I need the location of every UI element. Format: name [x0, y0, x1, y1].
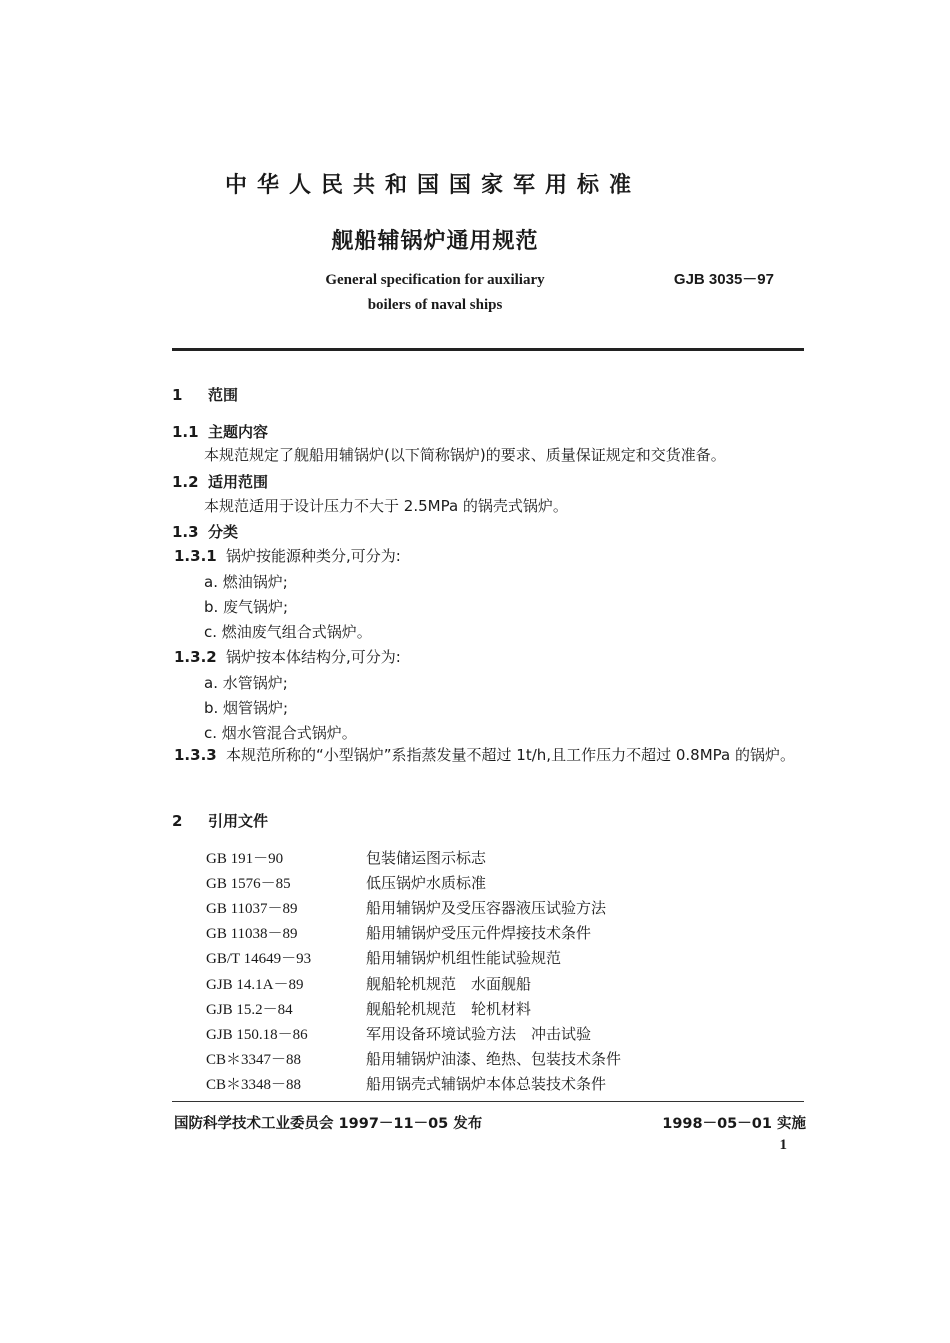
- effective-date: 1998－05－01 实施: [662, 1116, 806, 1132]
- section-1-2-heading: [172, 471, 268, 492]
- section-text: 锅炉按本体结构分,可分为:: [226, 648, 401, 666]
- section-title: 引用文件: [208, 812, 269, 830]
- section-title: 主题内容: [208, 423, 269, 441]
- title-en-line-1: General specification for auxiliary: [325, 272, 545, 288]
- section-1-heading: [172, 384, 238, 405]
- reference-code: GJB 14.1A－89: [206, 977, 304, 993]
- title-en-line-2: boilers of naval ships: [367, 297, 503, 313]
- national-standard-heading: 中华人民共和国国家军用标准: [224, 173, 641, 198]
- section-text: 锅炉按能源种类分,可分为:: [226, 547, 401, 565]
- list-item: c. 燃油废气组合式锅炉。: [204, 623, 372, 641]
- section-2-heading: [172, 810, 268, 831]
- list-item: a. 燃油锅炉;: [204, 573, 288, 591]
- reference-title: 军用设备环境试验方法 冲击试验: [366, 1025, 592, 1043]
- section-number: 1.3.2: [174, 648, 217, 666]
- footer-divider: [172, 1101, 804, 1102]
- reference-code: GB 191－90: [206, 851, 284, 867]
- issued-date: 国防科学技术工业委员会 1997－11－05 发布: [174, 1116, 483, 1132]
- section-number: 1: [172, 386, 183, 404]
- reference-code: GJB 15.2－84: [206, 1002, 293, 1018]
- section-1-3-2: [174, 646, 401, 667]
- section-1-1-heading: [172, 421, 268, 442]
- section-number: 2: [172, 812, 183, 830]
- reference-title: 船用辅锅炉及受压容器液压试验方法: [366, 899, 607, 917]
- reference-title: 船用锅壳式辅锅炉本体总装技术条件: [366, 1075, 607, 1093]
- reference-title: 包装储运图示标志: [366, 849, 487, 867]
- reference-code: CB＊3348－88: [206, 1077, 302, 1093]
- list-item: a. 水管锅炉;: [204, 674, 288, 692]
- list-item: c. 烟水管混合式锅炉。: [204, 724, 357, 742]
- reference-code: GB 11038－89: [206, 926, 298, 942]
- reference-title: 船用辅锅炉受压元件焊接技术条件: [366, 924, 592, 942]
- reference-code: GB 11037－89: [206, 901, 298, 917]
- section-number: 1.3.3: [174, 746, 217, 764]
- reference-title: 船用辅锅炉机组性能试验规范: [366, 949, 562, 967]
- reference-title: 低压锅炉水质标准: [366, 874, 487, 892]
- document-title-cn: 舰船辅锅炉通用规范: [331, 229, 539, 254]
- reference-title: 舰船轮机规范 水面舰船: [366, 975, 532, 993]
- section-title: 范围: [208, 386, 239, 404]
- reference-code: GB 1576－85: [206, 876, 291, 892]
- section-number: 1.3: [172, 523, 199, 541]
- reference-code: GB/T 14649－93: [206, 951, 312, 967]
- reference-title: 舰船轮机规范 轮机材料: [366, 1000, 532, 1018]
- section-title: 分类: [208, 523, 239, 541]
- section-number: 1.3.1: [174, 547, 217, 565]
- section-1-2-body: 本规范适用于设计压力不大于 2.5MPa 的锅壳式锅炉。: [204, 497, 568, 515]
- section-1-3-1: [174, 545, 401, 566]
- document-title-en: [300, 268, 570, 318]
- section-1-3-3: [174, 743, 810, 767]
- header-divider: [172, 348, 804, 351]
- section-number: 1.1: [172, 423, 199, 441]
- section-number: 1.2: [172, 473, 199, 491]
- section-1-3-heading: [172, 521, 238, 542]
- page-number: 1: [779, 1137, 787, 1153]
- reference-title: 船用辅锅炉油漆、绝热、包装技术条件: [366, 1050, 622, 1068]
- section-text: 本规范所称的“小型锅炉”系指蒸发量不超过 1t/h,且工作压力不超过 0.8MPa 的锅炉。: [226, 746, 795, 764]
- reference-code: GJB 150.18－86: [206, 1027, 308, 1043]
- standard-code: GJB 3035－97: [673, 271, 774, 288]
- reference-code: CB＊3347－88: [206, 1052, 302, 1068]
- section-1-1-body: 本规范规定了舰船用辅锅炉(以下简称锅炉)的要求、质量保证规定和交货准备。: [204, 446, 726, 464]
- section-title: 适用范围: [208, 473, 269, 491]
- list-item: b. 烟管锅炉;: [204, 699, 289, 717]
- list-item: b. 废气锅炉;: [204, 598, 289, 616]
